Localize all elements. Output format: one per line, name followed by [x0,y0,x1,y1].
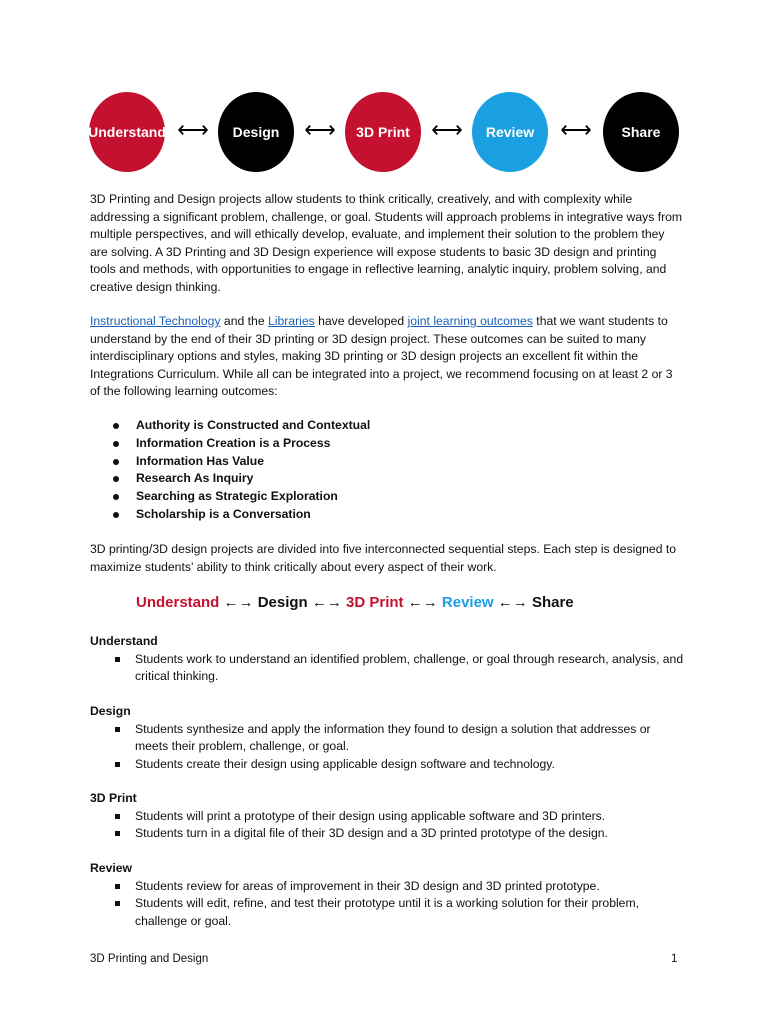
list-item: Information Creation is a Process [110,435,370,453]
list-item: Students will print a prototype of their design using applicable software and 3D printers. [90,808,684,826]
learning-outcomes-list [110,417,370,524]
steps-intro-paragraph: 3D printing/3D design projects are divided into five interconnected sequential steps. Each step is designed to maximize students’ ability to think critically about every aspect of their work. [90,542,677,574]
review-circle [472,92,548,172]
page-number: 1 [671,953,678,965]
step-design: Design [257,594,308,611]
outcomes-paragraph [90,313,684,401]
double-arrow-icon: ⟷ [560,117,592,142]
section-title: Understand [90,634,158,648]
design-circle [218,92,294,172]
section-list [90,651,684,686]
understand-circle-label: Understand [88,124,166,140]
section-understand [90,633,684,686]
outcomes-text-3: that we want students to understand by the end of their 3D printing or 3D design project. These outcomes can be suited to many interdisciplinary options and styles, making 3D printing or 3D design projects an excellent fit within the Integrations Curriculum. While all can be integrated into a project, we recommend focusing on at least 2 or 3 of the following learning outcomes: [90,314,673,398]
intro-paragraph: 3D Printing and Design projects allow students to think critically, creatively, and with complexity while addressing a significant problem, challenge, or goal. Students will approach problems in integrative ways from multiple perspectives, and will ethically develop, evaluate, and implement their solution to the problem they are solving. A 3D Printing and 3D Design experience will expose students to basic 3D design and printing tools and methods, with opportunities to engage in reflective learning, analytic inquiry, problem solving, and creative design thinking. [90,192,683,294]
section-review [90,860,684,930]
list-item: Research As Inquiry [110,470,370,488]
list-item: Students work to understand an identified problem, challenge, or goal through research, analysis, and critical thinking. [90,651,684,686]
list-item: Students review for areas of improvement in their 3D design and 3D printed prototype. [90,878,684,896]
step-arrow: ←→ [219,594,258,611]
section-title: Design [90,704,131,718]
section-title: 3D Print [90,791,137,805]
list-item: Students create their design using applicable design software and technology. [90,756,684,774]
design-circle-label: Design [232,124,280,140]
list-item: Information Has Value [110,453,370,471]
footer-title: 3D Printing and Design [90,953,209,965]
step-arrow: ←→ [493,594,532,611]
section-list [90,808,684,843]
list-item: Scholarship is a Conversation [110,506,370,524]
3d-print-circle [345,92,421,172]
share-circle-label: Share [621,124,661,140]
step-understand: Understand [136,594,220,611]
list-item: Authority is Constructed and Contextual [110,417,370,435]
list-item: Students will edit, refine, and test their prototype until it is a working solution for their problem, challenge or goal. [90,895,684,930]
instructional-technology-link[interactable]: Instructional Technology [90,314,221,328]
list-item: Students synthesize and apply the information they found to design a solution that addresses or meets their problem, challenge, or goal. [90,721,684,756]
section-design [90,703,684,773]
section-list [90,721,684,774]
step-arrow: ←→ [307,594,347,611]
review-circle-label: Review [485,124,535,140]
understand-circle [89,92,165,172]
libraries-link[interactable]: Libraries [267,314,315,328]
section-3d-print [90,790,684,843]
process-flow-diagram [89,92,679,172]
step-arrow: ←→ [403,594,442,611]
step-share: Share [531,594,574,611]
double-arrow-icon: ⟷ [431,117,463,142]
outcomes-text-1: and the [220,314,268,328]
list-item: Students turn in a digital file of their 3D design and a 3D printed prototype of the design. [90,825,684,843]
outcomes-text-2: have developed [314,314,408,328]
double-arrow-icon: ⟷ [177,117,209,142]
3d-print-circle-label: 3D Print [356,124,410,140]
double-arrow-icon: ⟷ [304,117,336,142]
joint-learning-outcomes-link[interactable]: joint learning outcomes [407,314,533,328]
section-title: Review [90,861,133,875]
list-item: Searching as Strategic Exploration [110,488,370,506]
step-review: Review [441,594,494,611]
step-sequence-line [136,594,636,611]
section-list [90,878,684,931]
step-3d-print: 3D Print [346,594,404,611]
share-circle [603,92,679,172]
